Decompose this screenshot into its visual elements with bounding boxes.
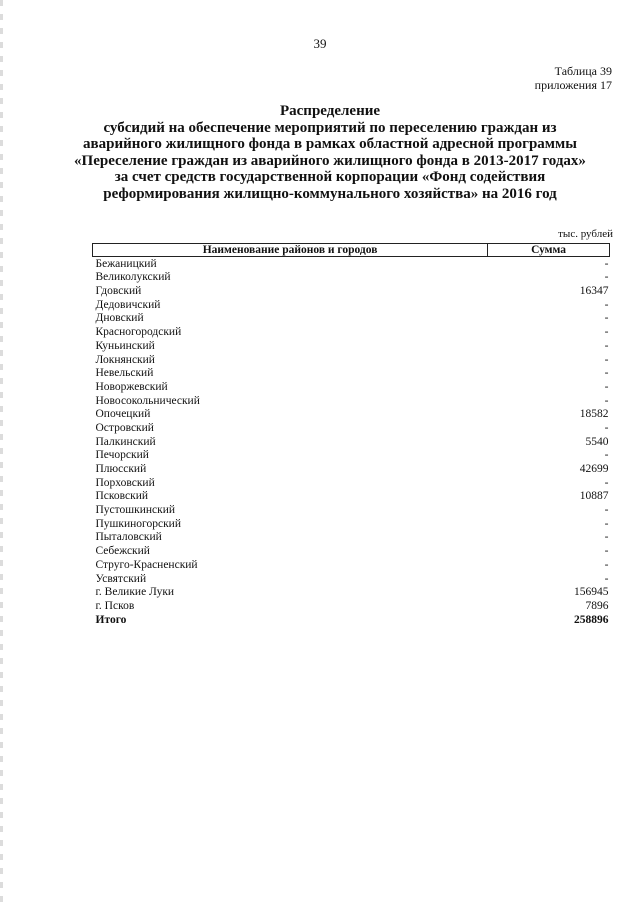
district-sum: 5540 bbox=[585, 435, 609, 448]
district-sum: - bbox=[604, 421, 609, 434]
district-sum: 7896 bbox=[585, 599, 609, 612]
table-row bbox=[93, 517, 610, 531]
table-row bbox=[93, 490, 610, 504]
table-row bbox=[93, 257, 610, 271]
district-sum: 156945 bbox=[574, 586, 609, 599]
table-reference bbox=[535, 64, 612, 92]
table-row bbox=[93, 380, 610, 394]
table-ref-line2: приложения 17 bbox=[534, 78, 612, 92]
table-row bbox=[93, 476, 610, 490]
table-row bbox=[93, 462, 610, 476]
title-line-6: реформирования жилищно-коммунального хозяйства» на 2016 год bbox=[103, 185, 557, 202]
district-name: Красногородский bbox=[95, 326, 182, 339]
district-sum: - bbox=[604, 353, 609, 366]
district-name: Великолукский bbox=[95, 271, 171, 284]
table-row bbox=[93, 503, 610, 517]
table-row bbox=[93, 586, 610, 600]
district-name: Новосокольнический bbox=[95, 394, 200, 407]
district-name: Усвятский bbox=[95, 572, 147, 585]
district-sum: - bbox=[604, 517, 609, 530]
district-sum: 18582 bbox=[579, 408, 609, 421]
units-label: тыс. рублей bbox=[558, 228, 613, 240]
total-sum: 258896 bbox=[574, 613, 609, 626]
district-name: Гдовский bbox=[95, 285, 142, 298]
title-line-4: «Переселение граждан из аварийного жилищного фонда в 2013-2017 годах» bbox=[74, 152, 586, 169]
header-name: Наименование районов и городов bbox=[93, 244, 488, 257]
district-sum: - bbox=[604, 531, 609, 544]
district-sum: - bbox=[604, 367, 609, 380]
title-line-3: аварийного жилищного фонда в рамках областной адресной программы bbox=[83, 136, 577, 152]
title-line-1: Распределение bbox=[279, 103, 381, 119]
district-name: г. Псков bbox=[95, 599, 135, 612]
district-name: Куньинский bbox=[95, 339, 155, 352]
document-title bbox=[60, 103, 600, 202]
district-sum: - bbox=[604, 298, 609, 311]
title-line-5: за счет средств государственной корпорации «Фонд содействия bbox=[114, 169, 546, 185]
district-sum: - bbox=[604, 339, 609, 352]
district-name: Палкинский bbox=[95, 435, 156, 448]
district-name: Струго-Красненский bbox=[95, 558, 198, 571]
district-name: Бежаницкий bbox=[95, 257, 157, 270]
table-header-row bbox=[93, 244, 610, 257]
district-sum: - bbox=[604, 394, 609, 407]
district-name: г. Великие Луки bbox=[95, 586, 175, 599]
table-row bbox=[93, 298, 610, 312]
total-row bbox=[93, 613, 610, 627]
district-name: Невельский bbox=[95, 367, 154, 380]
table-row bbox=[93, 572, 610, 586]
district-name: Себежский bbox=[95, 545, 150, 558]
district-name: Плюсский bbox=[95, 463, 147, 475]
table-row bbox=[93, 271, 610, 285]
table-row bbox=[93, 421, 610, 435]
district-sum: - bbox=[604, 476, 609, 489]
table-row bbox=[93, 544, 610, 558]
district-sum: - bbox=[604, 380, 609, 393]
district-sum: - bbox=[604, 312, 609, 325]
header-sum: Сумма bbox=[488, 244, 610, 257]
table-row bbox=[93, 408, 610, 422]
subsidy-table bbox=[92, 243, 610, 627]
table-row bbox=[93, 312, 610, 326]
district-name: Островский bbox=[95, 421, 154, 434]
district-sum: - bbox=[604, 545, 609, 558]
district-name: Пыталовский bbox=[95, 531, 162, 544]
district-sum: 10887 bbox=[579, 490, 609, 503]
table-row bbox=[93, 353, 610, 367]
district-name: Печорский bbox=[95, 449, 149, 462]
table-row bbox=[93, 325, 610, 339]
district-name: Опочецкий bbox=[95, 408, 151, 421]
district-sum: - bbox=[604, 558, 609, 571]
district-sum: - bbox=[604, 572, 609, 585]
title-line-2: субсидий на обеспечение мероприятий по переселению граждан из bbox=[103, 119, 557, 136]
district-name: Новоржевский bbox=[95, 380, 168, 393]
district-sum: - bbox=[604, 326, 609, 339]
table-row bbox=[93, 599, 610, 613]
page-number: 39 bbox=[313, 36, 327, 51]
scan-edge-mark bbox=[0, 0, 3, 905]
district-name: Порховский bbox=[95, 476, 155, 489]
district-sum: - bbox=[604, 257, 609, 270]
table-row bbox=[93, 558, 610, 572]
table-row bbox=[93, 367, 610, 381]
district-name: Пушкиногорский bbox=[95, 517, 181, 530]
table-body bbox=[93, 257, 610, 627]
total-label: Итого bbox=[95, 613, 127, 626]
district-sum: 42699 bbox=[579, 463, 609, 475]
table-row bbox=[93, 339, 610, 353]
district-sum: 16347 bbox=[579, 285, 609, 298]
district-name: Дновский bbox=[95, 312, 144, 325]
district-name: Псковский bbox=[95, 490, 149, 503]
table-row bbox=[93, 531, 610, 545]
table-row bbox=[93, 284, 610, 298]
district-name: Локнянский bbox=[95, 353, 155, 366]
district-name: Пустошкинский bbox=[95, 504, 176, 517]
table-ref-line1: Таблица 39 bbox=[554, 64, 612, 78]
district-name: Дедовичский bbox=[95, 298, 161, 311]
table-row bbox=[93, 449, 610, 463]
district-sum: - bbox=[604, 504, 609, 517]
table-row bbox=[93, 394, 610, 408]
district-sum: - bbox=[604, 449, 609, 462]
table-row bbox=[93, 435, 610, 449]
district-sum: - bbox=[604, 271, 609, 284]
